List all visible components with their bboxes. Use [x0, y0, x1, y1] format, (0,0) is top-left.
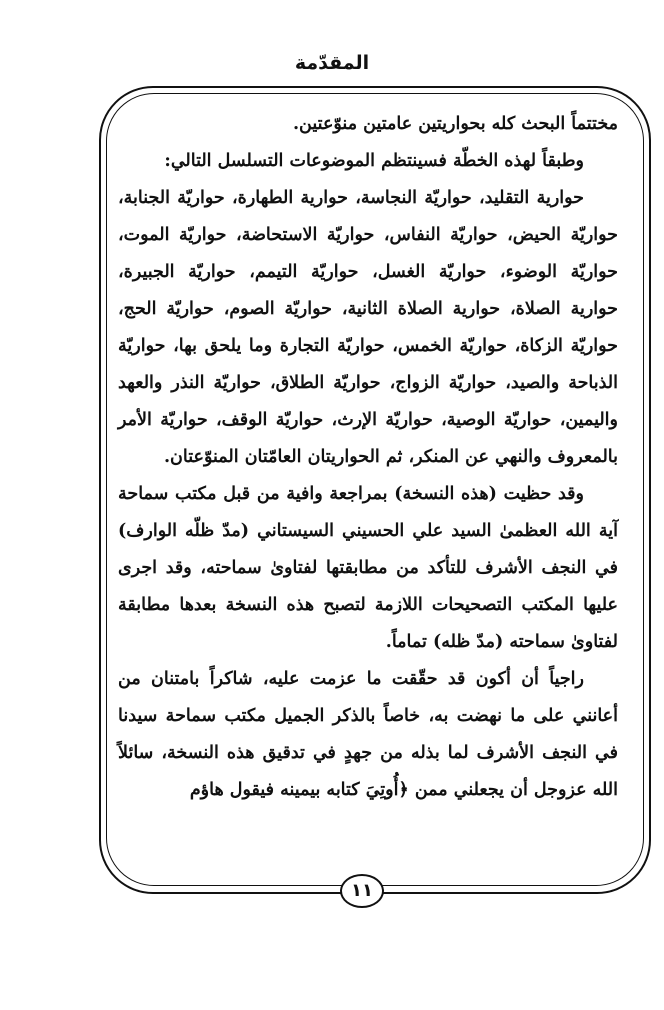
paragraph: وطبقاً لهذه الخطّة فسينتظم الموضوعات التسلسل التالي:: [164, 151, 584, 171]
running-header: المقدّمة: [294, 52, 370, 74]
paragraph: وقد حظيت (هذه النسخة) بمراجعة وافية من قبل مكتب سماحة آية الله العظمىٰ السيد علي الحسيني السيستاني (مدّ ظلّه الوارف) في النجف الأشرف للتأكد من مطابقتها لفتاوىٰ سماحته، وقد اجرى عليها المكتب التصحيحات اللازمة لتصبح هذه النسخة بعدها مطابقة لفتاوىٰ سماحته (مدّ ظله) تماماً.: [118, 484, 618, 652]
paragraph: حوارية التقليد، حواريّة النجاسة، حوارية الطهارة، حواريّة الجنابة، حواريّة الحيض، حواريّة النفاس، حواريّة الاستحاضة، حواريّة الموت، حواريّة الوضوء، حواريّة الغسل، حواريّة التيمم، حواريّة الجبيرة، حوارية الصلاة، حوارية الصلاة الثانية، حواريّة الصوم، حواريّة الحج، حواريّة الزكاة، حواريّة الخمس، حواريّة التجارة وما يلحق بها، حواريّة الذباحة والصيد، حواريّة الزواج، حواريّة الطلاق، حواريّة النذر والعهد واليمين، حواريّة الوصية، حواريّة الإرث، حواريّة الوقف، حواريّة الأمر بالمعروف والنهي عن المنكر، ثم الحواريتان العامّتان المنوّعتان.: [118, 188, 618, 467]
body-text: [118, 106, 618, 809]
quran-quote: ﴿أُوتِيَ كتابه بيمينه فيقول هاؤم: [189, 780, 409, 800]
paragraph: مختتماً البحث كله بحواريتين عامتين منوّعتين.: [292, 114, 618, 134]
paragraph-final: [118, 661, 618, 809]
paragraph-text: راجياً أن أكون قد حقّقت ما عزمت عليه، شاكراً بامتنان من أعانني على ما نهضت به، خاصاً بالذكر الجميل مكتب سماحة سيدنا في النجف الأشرف لما بذله من جهدٍ في تدقيق هذه النسخة، سائلاً الله عزوجل أن يجعلني ممن: [118, 669, 618, 800]
page-number: ١١: [340, 874, 384, 908]
